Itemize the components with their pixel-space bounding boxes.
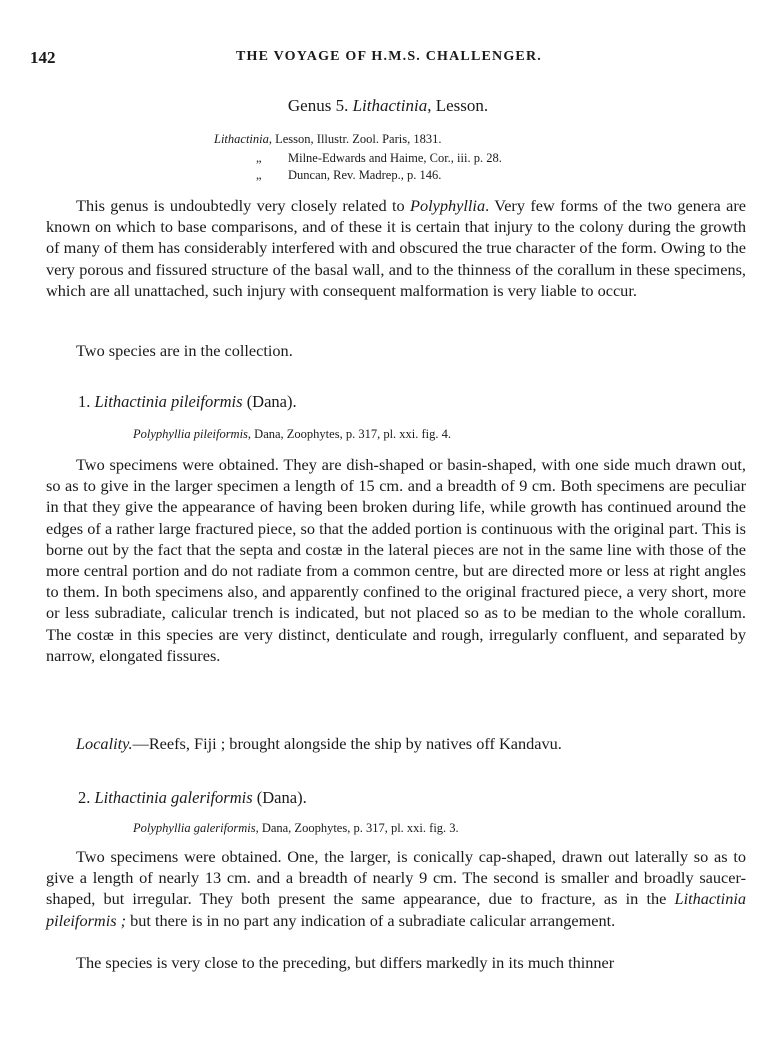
species-author: (Dana). xyxy=(242,392,297,411)
species-2-reference xyxy=(133,821,459,836)
locality-label: Locality. xyxy=(76,734,133,753)
description-text: Two specimens were obtained. One, the larger, is conically cap-shaped, drawn out laterally so as to give a length of nearly 13 cm. and a breadth of nearly 9 cm. The second is smaller and broadly saucer-shaped, but irregular. They both present the same appearance, due to fracture, as in the xyxy=(46,847,746,909)
reference-citation: , Dana, Zoophytes, p. 317, pl. xxi. fig. 3. xyxy=(255,821,459,835)
description-text-cont: but there is in no part any indication of a subradiate calicular arrangement. xyxy=(126,910,616,930)
genus-authority: , Lesson. xyxy=(427,96,489,115)
species-count-paragraph: Two species are in the collection. xyxy=(76,341,293,360)
species-1-locality xyxy=(46,733,746,754)
genus-heading xyxy=(0,96,776,116)
species-1-heading xyxy=(78,392,297,412)
intro-genus-name: Polyphyllia xyxy=(410,196,486,215)
species-name: Lithactinia pileiformis xyxy=(94,392,243,411)
species-number: 2. xyxy=(78,788,95,807)
intro-paragraph xyxy=(46,195,746,301)
page-number: 142 xyxy=(30,48,56,67)
genus-prefix: Genus 5. xyxy=(287,96,353,115)
synonym-citation: Milne-Edwards and Haime, Cor., iii. p. 28. xyxy=(288,151,502,165)
species-2-description-cont: The species is very close to the preceding, but differs markedly in its much thinner xyxy=(76,953,615,972)
synonymy-line-1 xyxy=(214,132,441,147)
running-title: THE VOYAGE OF H.M.S. CHALLENGER. xyxy=(236,49,542,64)
species-author: (Dana). xyxy=(252,788,307,807)
ditto-mark: „ xyxy=(256,151,262,165)
reference-name: Polyphyllia galeriformis xyxy=(133,821,256,835)
locality-text: —Reefs, Fiji ; brought alongside the ship by natives off Kandavu. xyxy=(132,734,562,753)
running-head xyxy=(30,48,748,70)
reference-citation: , Dana, Zoophytes, p. 317, pl. xxi. fig. 4. xyxy=(247,427,452,441)
species-number: 1. xyxy=(78,392,95,411)
intro-text-cont: . Very few forms of the two genera are known on which to base comparisons, and of these it is certain that injury to the colony during the growth of many of them has considerably interfered with and obscured the true character of the form. Owing to the very porous and fissured structure of the basal wall, and to the thinness of the corallum in these specimens, which are all unattached, such injury with consequent malformation is very liable to occur. xyxy=(46,196,746,300)
description-species-name: Lithactinia pileiformis ; xyxy=(46,889,746,930)
species-name: Lithactinia galeriformis xyxy=(94,788,253,807)
genus-name: Lithactinia xyxy=(352,96,428,115)
species-2-heading xyxy=(78,788,307,808)
synonym-citation: Duncan, Rev. Madrep., p. 146. xyxy=(288,168,442,182)
synonymy-line-3 xyxy=(256,168,441,183)
species-1-description: Two specimens were obtained. They are dish-shaped or basin-shaped, with one side much drawn out, so as to give in the larger specimen a length of 15 cm. and a breadth of 9 cm. Both specimens are peculiar in that they give the appearance of having been broken during life, while growth has continued around the edges of a rather large fractured piece, so that the added portion is continuous with the original part. This is borne out by the fact that the septa and costæ in the lateral pieces are not in the same line with those of the more central portion and do not radiate from a common centre, but are directed more or less at right angles to them. In both specimens also, and apparently confined to the original fractured piece, a very short, more or less subradiate, calicular trench is indicated, but not placed so as to be median to the whole corallum. The costæ in this species are very distinct, denticulate and rough, irregularly confluent, and separated by narrow, elongated fissures. xyxy=(46,455,746,665)
synonym-name: Lithactinia xyxy=(214,132,269,146)
synonymy-line-2 xyxy=(256,151,502,166)
species-2-description xyxy=(46,846,746,931)
reference-name: Polyphyllia pileiformis xyxy=(133,427,248,441)
species-1-reference xyxy=(133,427,451,442)
ditto-mark: „ xyxy=(256,168,262,182)
intro-text: This genus is undoubtedly very closely related to xyxy=(76,196,411,215)
synonym-citation: , Lesson, Illustr. Zool. Paris, 1831. xyxy=(268,132,442,146)
